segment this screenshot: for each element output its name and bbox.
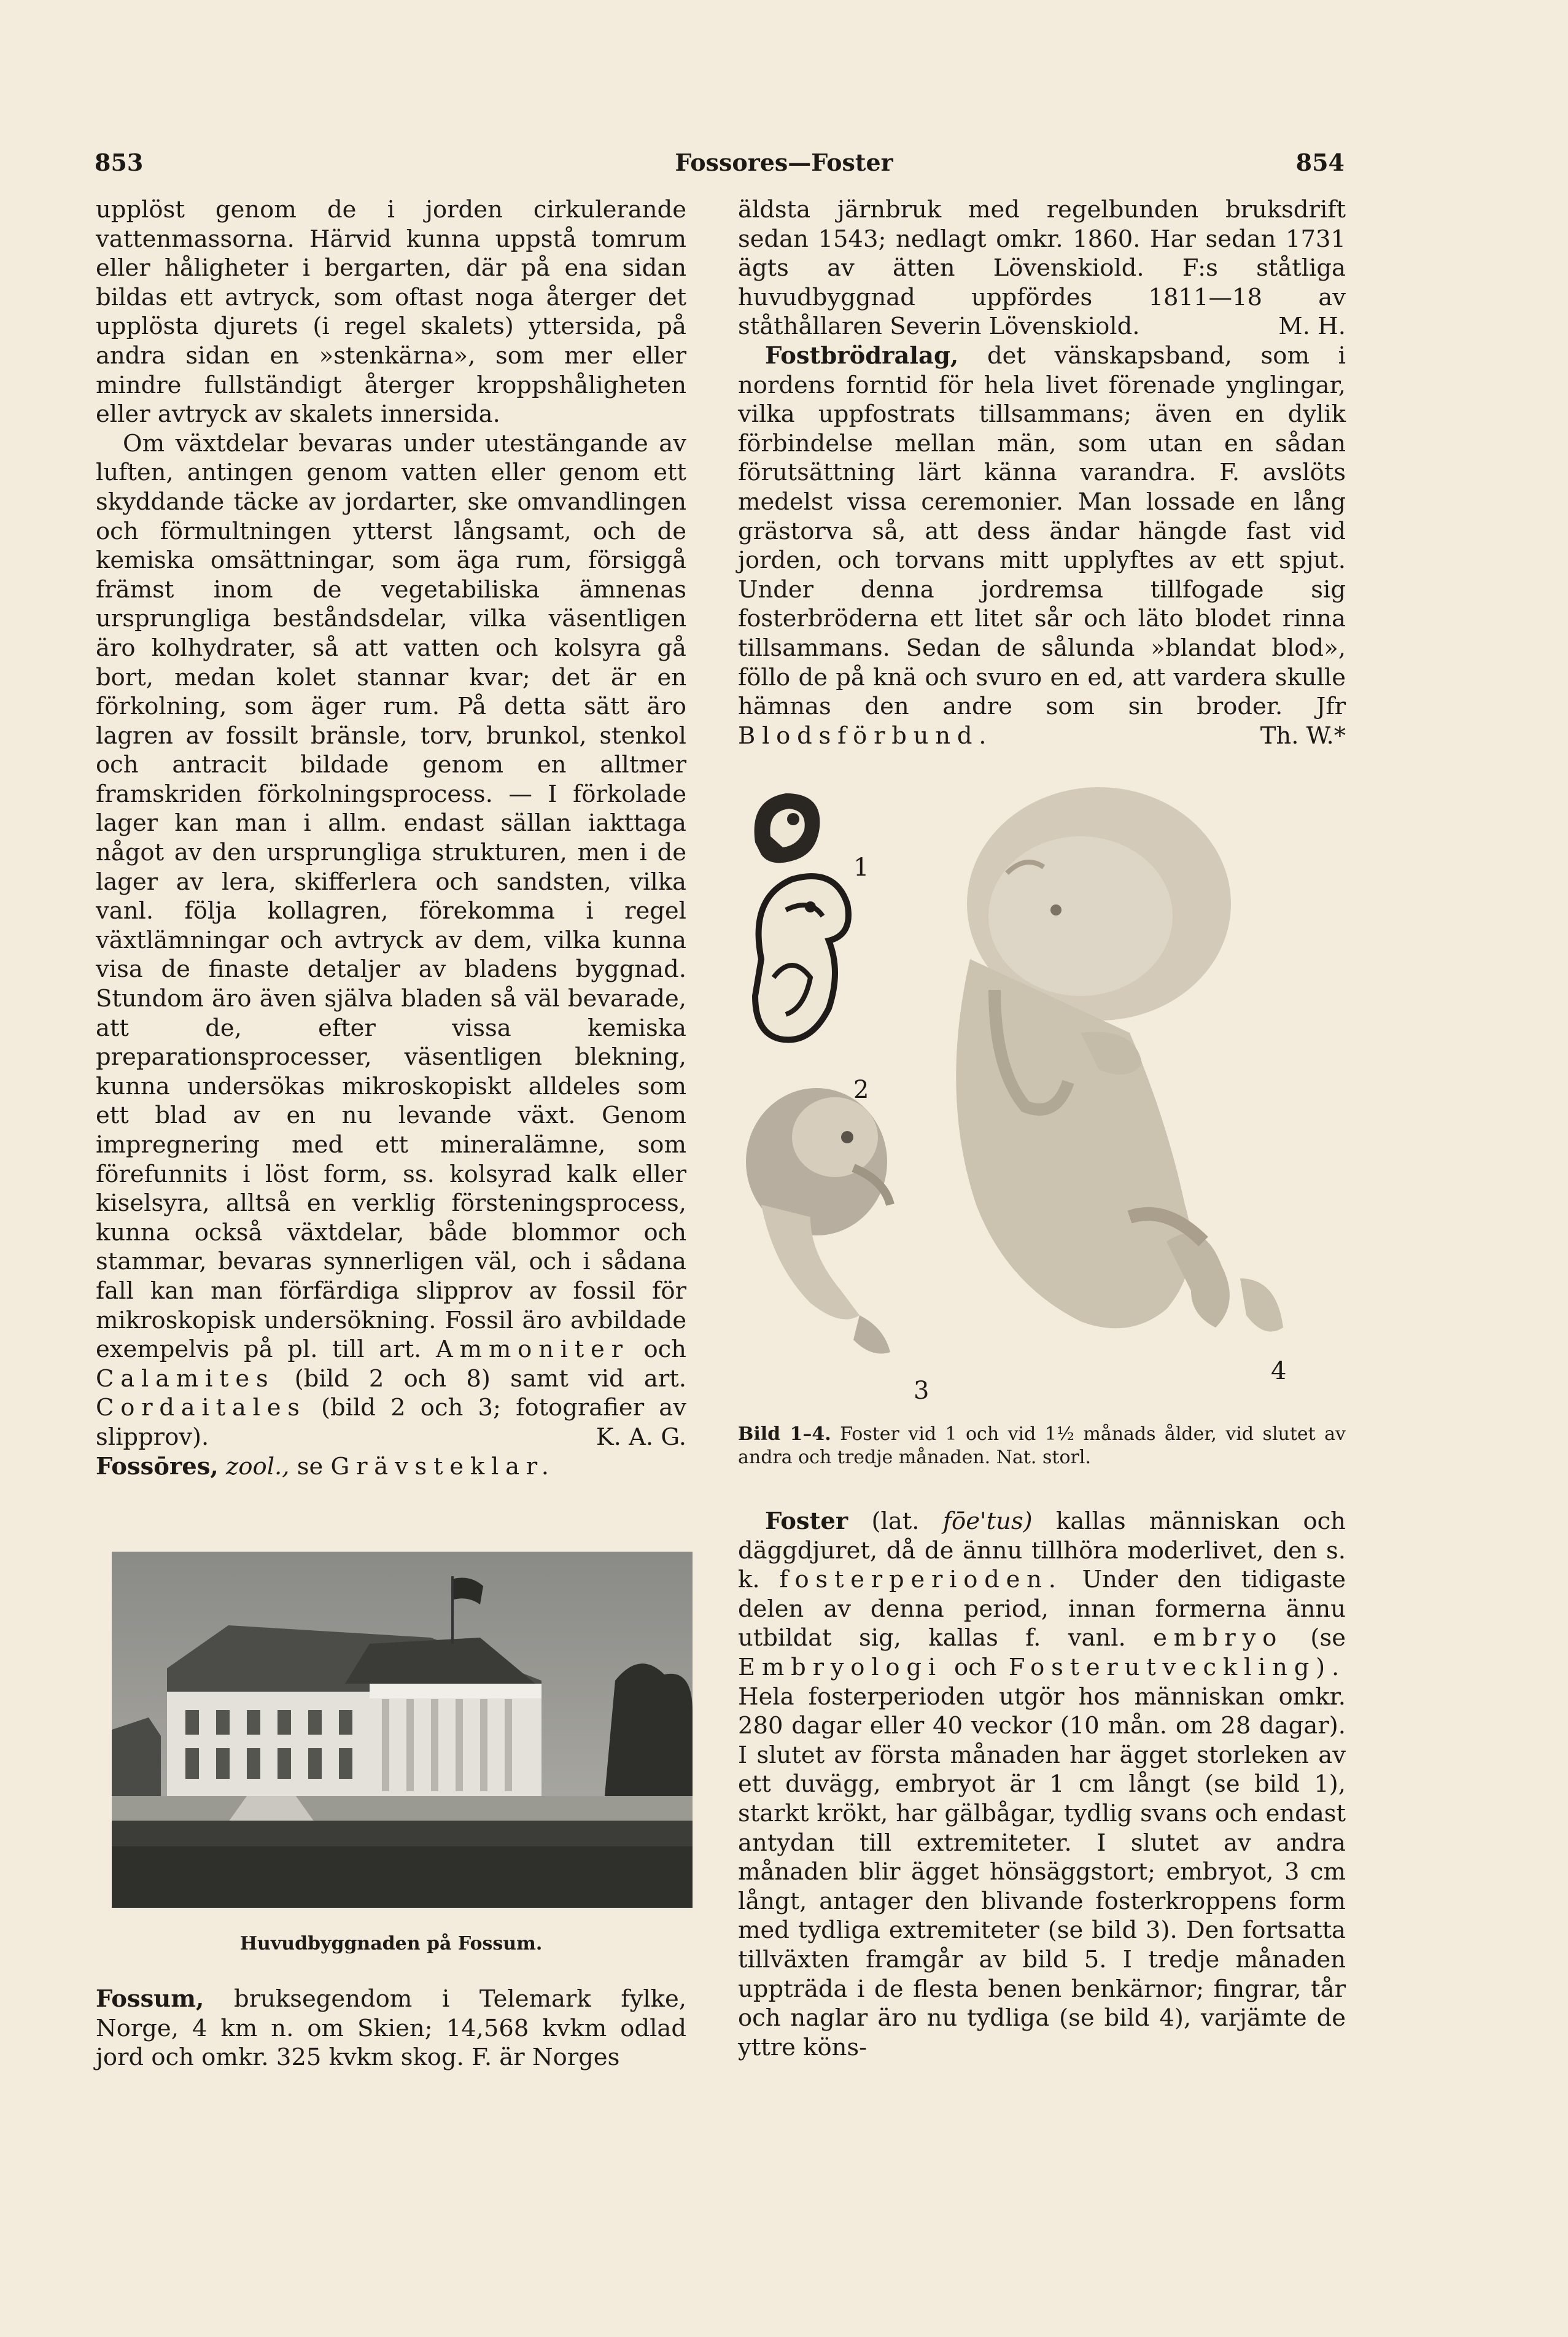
embryo-figure-2: [755, 876, 848, 1040]
entry-fossores: Fossōres, zool., se Grävsteklar.: [96, 1452, 556, 1480]
fossil-paragraph-2: Om växtdelar bevaras under utestängande av luften, antingen genom vatten eller genom ett skyddande täcke av jordarter, ske omvandlingen och förmultningen ytterst långsamt, och de kemiska omsättningar, som äga rum, försiggå främst inom de vegetabiliska ämnenas ursprungliga beståndsdelar, vilka väsentligen äro kolhydrater, så att vatten och kolsyra gå bort, medan kolet stannar kvar; det är en förkolning, som äger rum. På detta sätt äro lagren av fossilt bränsle, torv, brunkol, stenkol och antracit bildade genom en alltmer framskriden förkolningsprocess. — I förkolade lager kan man i allm. endast sällan iakttaga något av den ursprungliga strukturen, men i de lager av lera, skifferlera och sandsten, vilka vanl. följa kollagren, förekomma i regel växtlämningar och avtryck av dem, vilka kunna visa de finaste detaljer av bladens byggnad. Stundom äro även själva bladen så väl bevarade, att de, efter vissa kemiska preparationsprocesser, väsentligen blekning, kunna undersökas mikroskopiskt alldeles som ett blad av en nu levande växt. Genom impregnering med ett mineralämne, som förefunnits i löst form, ss. kolsyrad kalk eller kiselsyra, alltså en verklig försteningsprocess, kunna också växtdelar, både blommor och stammar, bevaras synnerligen väl, och i sådana fall kan man förfärdiga slipprov av fossil för mikroskopisk undersökning. Fossil äro avbildade exempelvis på pl. till art. Ammoniter och Calamites (bild 2 och 8) samt vid art. Cordaitales (bild 2 och 3; fotografier av slipprov). K. A. G.: [96, 429, 686, 1451]
embryo-figure-1: [755, 793, 820, 863]
embryo-figure-4: [956, 787, 1283, 1332]
embryo-figure-3: [746, 1088, 890, 1354]
entry-foster: Foster (lat. fōe'tus) kallas människan och däggdjuret, då de ännu tillhöra moderlivet, den s. k. fosterperioden. Under den tidigaste delen av denna period, innan formerna ännu utbildat sig, kallas f. vanl. embryo (se Embryologi och Fosterutveckling). Hela fosterperioden utgör hos människan omkr. 280 dagar eller 40 veckor (10 mån. om 28 dagar). I slutet av första månaden har ägget storleken av ett duvägg, embryot är 1 cm långt (se bild 1), starkt krökt, har gälbågar, tydlig svans och endast antydan till extremiteter. I slutet av andra månaden blir ägget hönsäggstort; embryot, 3 cm långt, antager den blivande fosterkroppens form med tydliga extremiteter (se bild 3). Den fortsatta tillväxten framgår av bild 5. I tredje månaden uppträda i de flesta benen benkärnor; fingrar, tår och naglar äro nu tydliga (se bild 4), varjämte de yttre köns-: [738, 1507, 1346, 2061]
ref-fosterutveckling: Fosterutveckling).: [1008, 1653, 1346, 1681]
running-title: Fossores—Foster: [675, 149, 893, 176]
term-fosterperioden: fosterperioden.: [779, 1566, 1063, 1594]
signature-thw: Th. W.*: [1260, 721, 1346, 750]
headword-foster: Foster: [765, 1507, 848, 1535]
page-number-right: 854: [1295, 149, 1345, 176]
ref-ammoniter: Ammoniter: [435, 1336, 629, 1364]
ref-cordaitales: Cordaitales: [96, 1394, 306, 1422]
figure-label-3: 3: [914, 1377, 930, 1405]
ref-embryologi: Embryologi: [738, 1653, 942, 1681]
ref-calamites: Calamites: [96, 1364, 275, 1393]
photo-caption: Huvudbyggnaden på Fossum.: [239, 1933, 543, 1954]
signature-mh: M. H.: [1278, 313, 1346, 341]
headword-fossores: Fossōres,: [96, 1452, 219, 1480]
entry-fostbrodralag: Fostbrödralag, det vänskapsband, som i nordens forntid för hela livet förenade ynglingar, vilka uppfostrats tillsammans; även en dylik förbindelse mellan män, som utan en sådan förutsättning lärt känna varandra. F. avslöts medelst vissa ceremonier. Man lossade en lång grästorva så, att dess ändar hängde fast vid jorden, och torvans mitt upplyftes av ett spjut. Under denna jordremsa tillfogade sig fosterbröderna ett litet sår och läto blodet rinna tillsammans. Sedan de sålunda »blandat blod», föllo de på knä och svuro en ed, att vardera skulle hämnas den andre som sin broder. Jfr Blodsförbund. Th. W.*: [738, 341, 1346, 750]
left-column-bottom: [96, 1985, 686, 2072]
ref-gravsteklar: Grävsteklar.: [330, 1452, 556, 1480]
fossum-continuation: äldsta järnbruk med regelbunden bruksdrift sedan 1543; nedlagt omkr. 1860. Har sedan 1731 ägts av ätten Lövenskiold. F:s ståtliga huvudbyggnad uppfördes 1811—18 av ståthållaren Severin Lövenskiold. M. H.: [738, 196, 1346, 341]
embryo-figures: [737, 775, 1351, 1420]
headword-fostbrodralag: Fostbrödralag,: [765, 341, 959, 370]
figure-label-4: 4: [1271, 1357, 1287, 1385]
page-number-left: 853: [95, 149, 144, 176]
fossil-paragraph-1: upplöst genom de i jorden cirkulerande vattenmassorna. Härvid kunna uppstå tomrum eller håligheter i bergarten, där på ena sidan bildas ett avtryck, som oftast noga återger det upplösta djurets (i regel skalets) yttersida, på andra sidan en »stenkärna», som mer eller mindre fullständigt återger kroppshåligheten eller avtryck av skalets innersida.: [96, 196, 686, 429]
figure-label-2: 2: [853, 1076, 869, 1104]
left-column: [96, 195, 686, 1481]
entry-fossum: Fossum, bruksegendom i Telemark fylke, Norge, 4 km n. om Skien; 14,568 kvkm odlad jord och omkr. 325 kvkm skog. F. är Norges: [96, 1985, 686, 2072]
fossum-building-photo: [112, 1552, 693, 1908]
term-embryo: embryo: [1153, 1624, 1284, 1652]
headword-fossum: Fossum,: [96, 1985, 204, 2013]
figure-caption: Bild 1–4. Foster vid 1 och vid 1½ månads ålder, vid slutet av andra och tredje månaden. Nat. storl.: [738, 1423, 1346, 1468]
ref-blodsforbund: Blodsförbund.: [738, 721, 993, 750]
figure-label-1: 1: [853, 854, 869, 882]
right-column-bottom: [738, 1507, 1346, 2062]
signature-kag: K. A. G.: [596, 1423, 686, 1451]
right-column: [738, 195, 1346, 750]
